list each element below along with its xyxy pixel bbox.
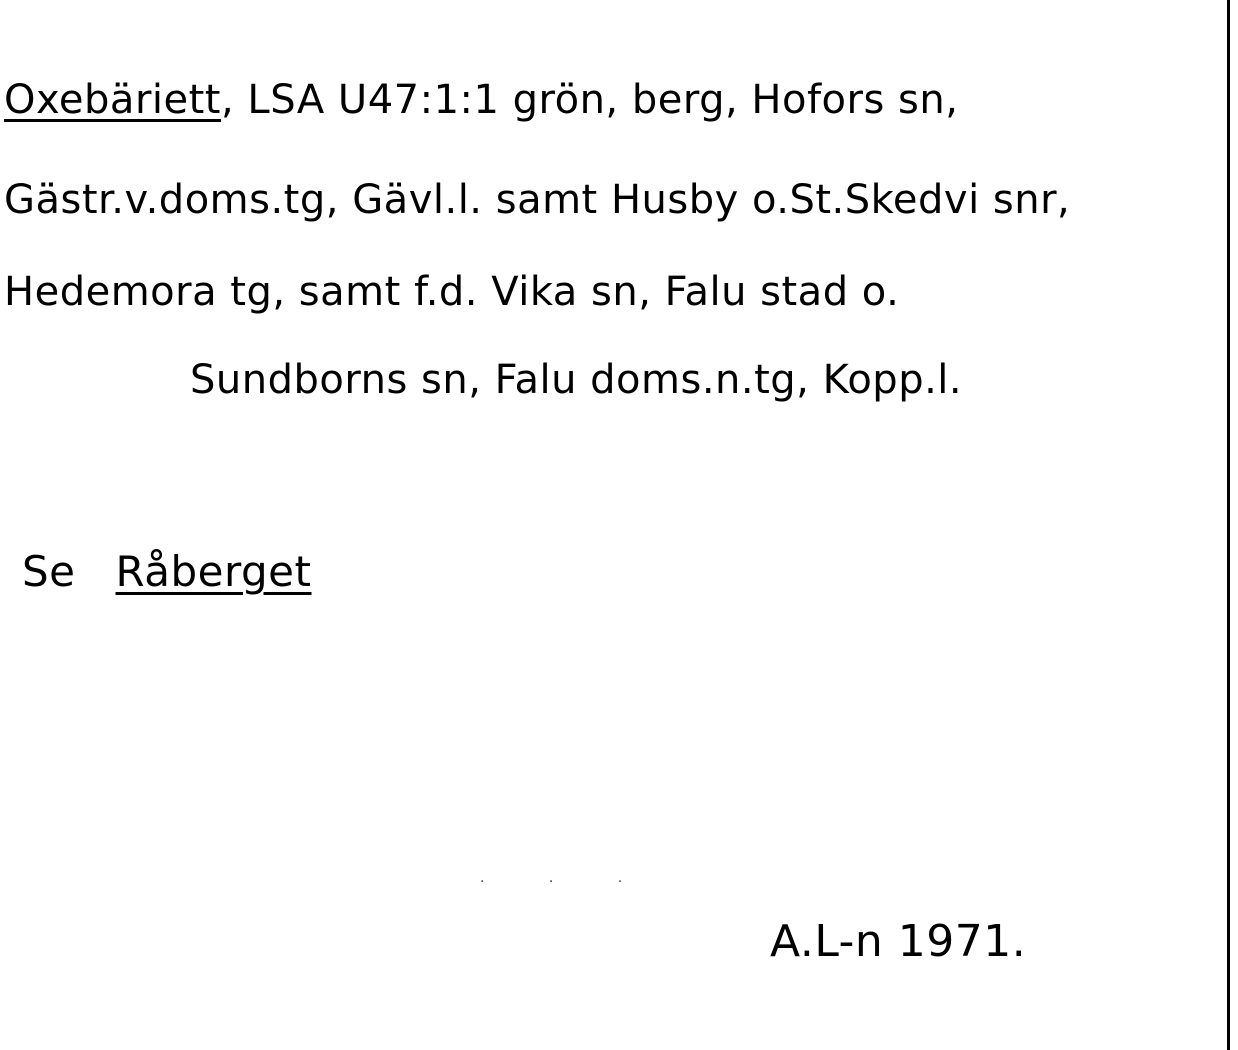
entry-line-1-text: , LSA U47:1:1 grön, berg, Hofors sn,	[220, 77, 959, 123]
entry-line-2: Gästr.v.doms.tg, Gävl.l. samt Husby o.St.Skedvi snr,	[4, 177, 1071, 223]
entry-line-4: Sundborns sn, Falu doms.n.tg, Kopp.l.	[190, 357, 963, 403]
scan-speckles: . . .	[480, 870, 653, 886]
card-edge-line	[1227, 0, 1230, 1050]
entry-line-3: Hedemora tg, samt f.d. Vika sn, Falu stad o.	[4, 269, 900, 315]
see-label: Se	[22, 547, 76, 596]
signature: A.L-n 1971.	[770, 916, 1027, 967]
entry-line-1	[4, 76, 958, 124]
see-target: Råberget	[115, 547, 312, 596]
cross-reference	[22, 548, 312, 596]
headword: Oxebäriett	[4, 77, 221, 123]
